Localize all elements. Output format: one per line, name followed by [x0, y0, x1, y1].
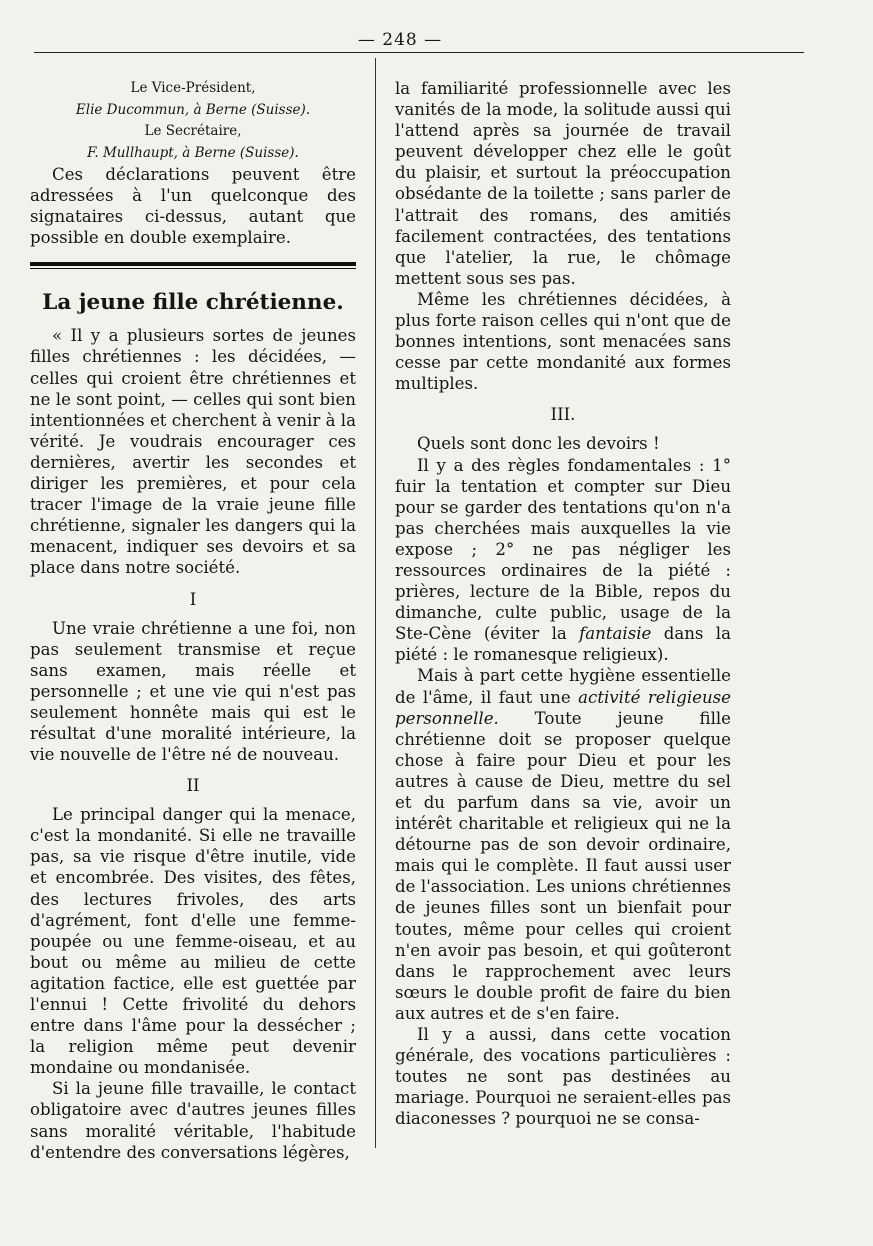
- hygiene-text-a: Mais à part cette hygiène essentielle de l'âme, il faut une: [395, 666, 731, 707]
- hygiene-emphasis: activité religieuse personnelle.: [395, 687, 731, 728]
- section-2-paragraph-b: Si la jeune fille travaille, le contact obligatoire avec d'autres jeunes filles sans moralité véritable, l'habitude d'entendre des conversations légères,: [30, 1079, 356, 1162]
- header-rule: [34, 52, 804, 53]
- signature-secretary-name: F. Mullhaupt, à Berne (Suisse).: [87, 144, 299, 161]
- continuation-paragraph: la familiarité professionnelle avec les vanités de la mode, la solitude aussi qui l'attend après sa journée de travail peuvent développer chez elle le goût du plaisir, et surtout la préoccupation obsédante de la toilette ; sans parler de l'attrait des romans, des amitiés facilement contractées, des tentations que l'atelier, la rue, le chômage mettent sous ses pas.: [395, 79, 731, 288]
- hygiene-text-b: Toute jeune fille chrétienne doit se proposer quelque chose à faire pour Dieu et pour les autres à cause de Dieu, mettre du sel et du parfum dans sa vie, avoir un intérêt charitable et religieux qui ne la détourne pas de son devoir ordinaire, mais qui le complète. Il faut aussi user de l'association. Les unions chrétiennes de jeunes filles sont un bienfait pour toutes, même pour celles qui croient n'en avoir pas besoin, et qui goûteront dans le rapprochement avec leurs sœurs le double profit de faire du bien aux autres et de s'en faire.: [395, 708, 732, 1023]
- decided-christians-paragraph: Même les chrétiennes décidées, à plus forte raison celles qui n'ont que de bonnes intentions, sont menacées sans cesse par cette mondanité aux formes multiples.: [395, 289, 731, 394]
- vocations-paragraph: Il y a aussi, dans cette vocation générale, des vocations particulières : toutes ne sont pas destinées au mariage. Pourquoi ne seraient-elles pas diaconesses ? pourquoi ne se consa-: [395, 1025, 731, 1129]
- rules-text-b: dans la piété : le romanesque religieux).: [395, 624, 731, 665]
- section-separator-thick: [30, 262, 356, 266]
- section-separator-thin: [30, 268, 356, 269]
- question-line: Quels sont donc les devoirs !: [417, 434, 660, 454]
- page-number: — 248 —: [357, 30, 443, 50]
- rules-text-a: Il y a des règles fondamentales : 1° fuir la tentation et compter sur Dieu pour se garder des tentations qu'on n'a pas cherchées mais auxquelles la vie expose ; 2° ne pas négliger les ressources ordinaires de la piété : prières, lecture de la Bible, repos du dimanche, culte public, usage de la Ste-Cène (éviter la: [395, 455, 731, 644]
- signature-vice-president-name: Elie Ducommun, à Berne (Suisse).: [75, 101, 311, 118]
- intro-paragraph: « Il y a plusieurs sortes de jeunes filles chrétiennes : les décidées, — celles qui croient être chrétiennes et ne le sont point, — celles qui sont bien intentionnées et cherchent à venir à la vérité. Je voudrais encourager ces dernières, avertir les secondes et diriger les premières, et pour cela tracer l'image de la vraie jeune fille chrétienne, signaler les dangers qui la menacent, indiquer ses devoirs et sa place dans notre société.: [30, 326, 356, 578]
- signature-secretary-title: Le Secrétaire,: [144, 123, 242, 139]
- section-heading-3: III.: [550, 405, 576, 425]
- right-column: [395, 78, 731, 1130]
- declarations-paragraph: Ces déclarations peuvent être adressées à l'un quelconque des signataires ci-dessus, autant que possible en double exemplaire.: [30, 165, 356, 248]
- article-title: La jeune fille chrétienne.: [42, 290, 344, 316]
- section-2-paragraph: Le principal danger qui la menace, c'est la mondanité. Si elle ne travaille pas, sa vie risque d'être inutile, vide et encombrée. Des visites, des fêtes, des lectures frivoles, des arts d'agrément, font d'elle une femme-poupée ou une femme-oiseau, et au bout ou même au milieu de cette agitation factice, elle est guettée par l'ennui ! Cette frivolité du dehors entre dans l'âme pour la dessécher ; la religion même peut devenir mondaine ou mondanisée.: [30, 805, 356, 1078]
- signature-vice-president-title: Le Vice-Président,: [130, 80, 256, 96]
- column-divider: [375, 58, 376, 1148]
- hygiene-paragraph: [395, 665, 731, 1024]
- rules-paragraph: [395, 455, 731, 666]
- rules-emphasis: fantaisie: [579, 624, 652, 644]
- section-1-paragraph: Une vraie chrétienne a une foi, non pas seulement transmise et reçue sans examen, mais réelle et personnelle ; et une vie qui n'est pas seulement honnête mais qui est le résultat d'une moralité intérieure, la vie nouvelle de l'être né de nouveau.: [30, 618, 356, 765]
- left-column: [30, 78, 356, 1163]
- section-heading-2: II: [186, 776, 200, 796]
- section-heading-1: I: [189, 589, 197, 609]
